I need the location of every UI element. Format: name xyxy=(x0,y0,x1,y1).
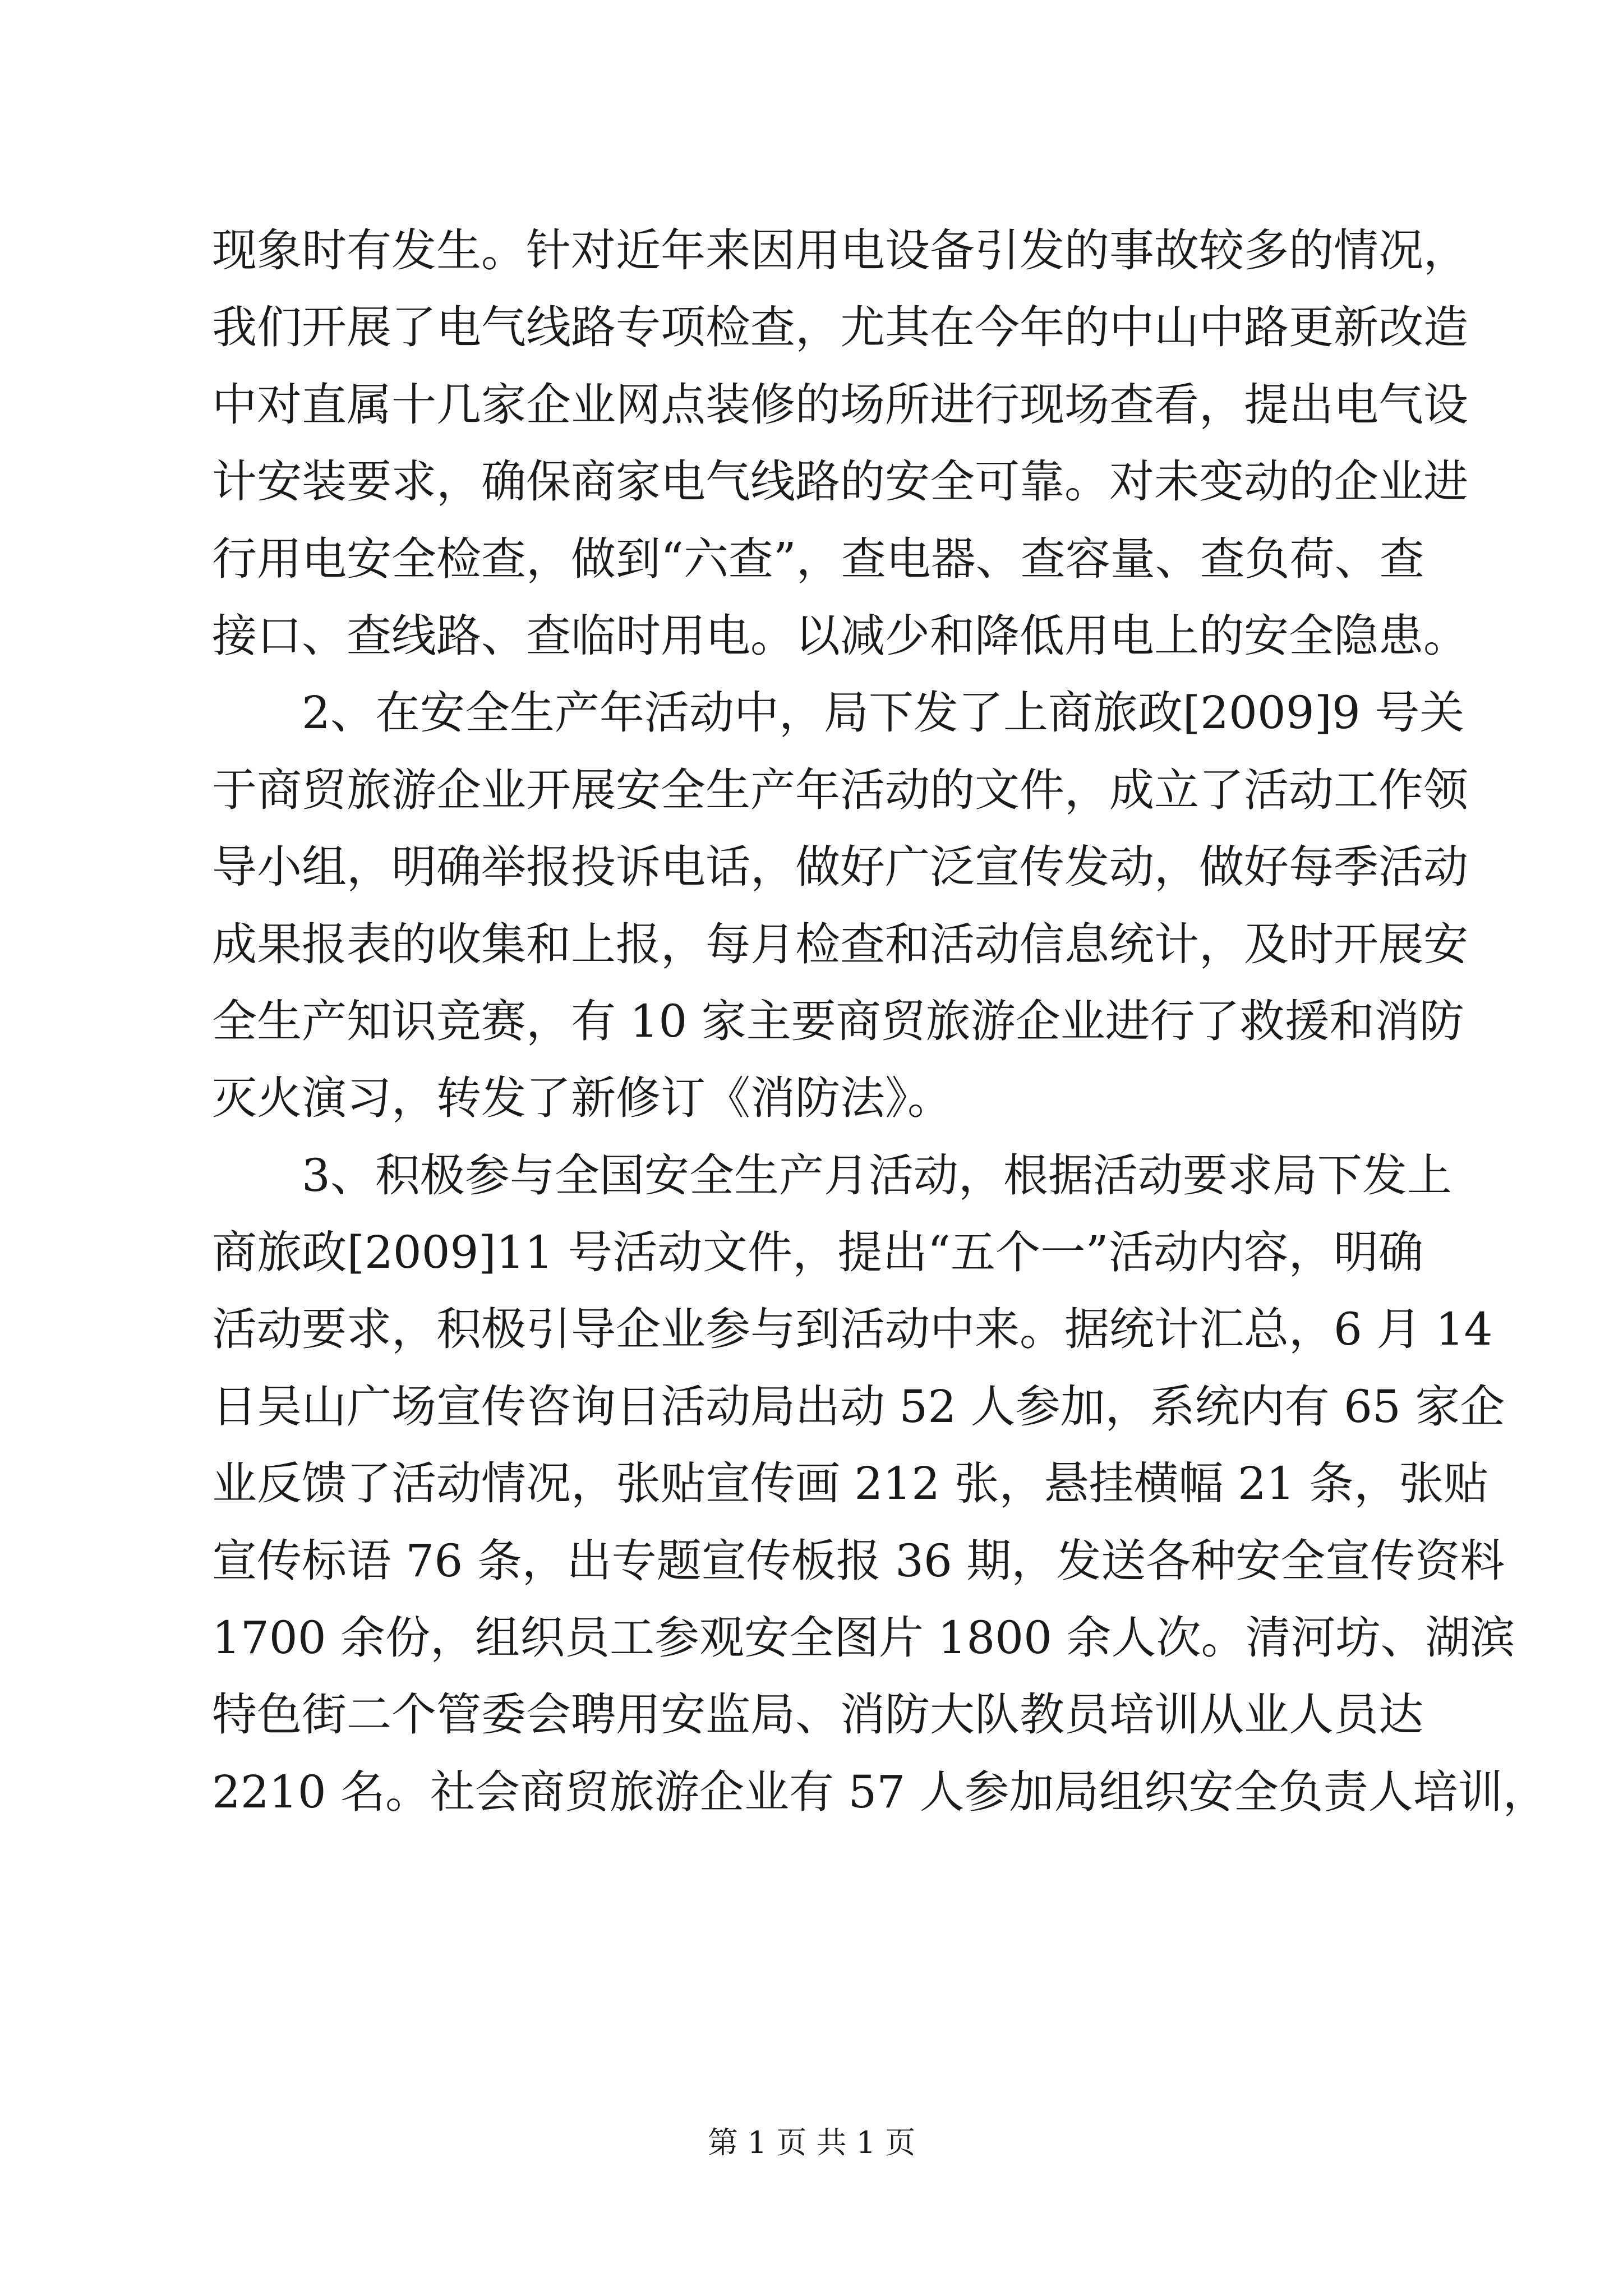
text-line: 灭火演习，转发了新修订《消防法》。 xyxy=(212,1072,952,1125)
text-line: 3、积极参与全国安全生产月活动，根据活动要求局下发上 xyxy=(302,1149,1452,1202)
text-line: 2、在安全生产年活动中，局下发了上商旅政[2009]9 号关 xyxy=(302,687,1465,739)
text-line: 现象时有发生。针对近年来因用电设备引发的事故较多的情况， xyxy=(212,224,1468,277)
text-line: 特色街二个管委会聘用安监局、消防大队教员培训从业人员达 xyxy=(212,1688,1423,1741)
text-line: 活动要求，积极引导企业参与到活动中来。据统计汇总，6 月 14 xyxy=(212,1303,1493,1356)
text-line: 2210 名。社会商贸旅游企业有 57 人参加局组织安全负责人培训， xyxy=(212,1765,1548,1818)
text-line: 中对直属十几家企业网点装修的场所进行现场查看，提出电气设 xyxy=(212,378,1468,431)
page-footer: 第 1 页 共 1 页 xyxy=(707,2125,916,2160)
text-line: 于商贸旅游企业开展安全生产年活动的文件，成立了活动工作领 xyxy=(212,763,1468,816)
body-text xyxy=(212,212,1548,1830)
text-line: 业反馈了活动情况，张贴宣传画 212 张，悬挂横幅 21 条，张贴 xyxy=(212,1457,1489,1510)
text-line: 行用电安全检查，做到“六查”，查电器、查容量、查负荷、查 xyxy=(212,532,1424,585)
text-line: 导小组，明确举报投诉电话，做好广泛宣传发动，做好每季活动 xyxy=(212,841,1468,894)
text-line: 宣传标语 76 条，出专题宣传板报 36 期，发送各种安全宣传资料 xyxy=(212,1534,1505,1587)
text-line: 计安装要求，确保商家电气线路的安全可靠。对未变动的企业进 xyxy=(212,455,1468,508)
text-line: 我们开展了电气线路专项检查，尤其在今年的中山中路更新改造 xyxy=(212,301,1468,354)
text-line: 接口、查线路、查临时用电。以减少和降低用电上的安全隐患。 xyxy=(212,609,1468,662)
text-line: 日吴山广场宣传咨询日活动局出动 52 人参加，系统内有 65 家企 xyxy=(212,1380,1505,1433)
text-line: 商旅政[2009]11 号活动文件，提出“五个一”活动内容，明确 xyxy=(212,1226,1423,1279)
text-line: 1700 余份，组织员工参观安全图片 1800 余人次。清河坊、湖滨 xyxy=(212,1612,1515,1664)
text-line: 成果报表的收集和上报，每月检查和活动信息统计，及时开展安 xyxy=(212,918,1468,970)
text-line: 全生产知识竞赛，有 10 家主要商贸旅游企业进行了救援和消防 xyxy=(212,995,1464,1047)
